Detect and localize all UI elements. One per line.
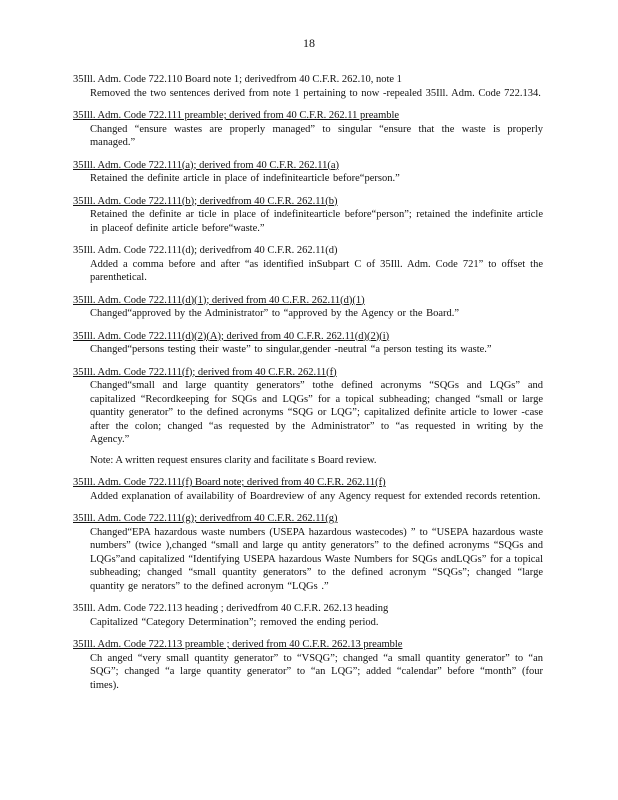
entry-heading: 35Ill. Adm. Code 722.113 heading ; derivedfrom 40 C.F.R. 262.13 heading	[73, 603, 389, 614]
entry-heading: 35Ill. Adm. Code 722.111(d)(2)(A); derived from 40 C.F.R. 262.11(d)(2)(i)	[73, 330, 390, 342]
entry-heading: 35Ill. Adm. Code 722.111(d); derivedfrom 40 C.F.R. 262.11(d)	[73, 245, 338, 256]
source-entry	[73, 512, 543, 593]
entry-heading: 35Ill. Adm. Code 722.111(f) Board note; derived from 40 C.F.R. 262.11(f)	[73, 477, 386, 488]
source-entry	[73, 73, 543, 100]
entry-description: Changed“persons testing their waste” to singular,gender -neutral “a person testing its waste.”	[90, 344, 492, 355]
source-entry	[73, 294, 543, 321]
entry-description: Capitalized “Category Determination”; removed the ending period.	[90, 616, 379, 628]
source-entry	[73, 109, 543, 150]
source-entry	[73, 476, 543, 503]
entry-heading: 35Ill. Adm. Code 722.111(a); derived from 40 C.F.R. 262.11(a)	[73, 159, 339, 171]
source-entry	[73, 366, 543, 468]
entry-description: Added explanation of availability of Boardreview of any Agency request for extended records retention.	[90, 490, 541, 502]
source-entry	[73, 638, 543, 692]
entry-description: Changed “ensure wastes are properly managed” to singular “ensure that the waste is properly managed.”	[90, 123, 543, 148]
entry-description: Retained the definite ar ticle in place of indefinitearticle before“person”; retained the indefinite article in placeof definite article before“waste.”	[90, 209, 543, 234]
entry-description: Added a comma before and after “as identified inSubpart C of 35Ill. Adm. Code 721” to offset the parenthetical.	[90, 258, 543, 283]
entry-description: Retained the definite article in place of indefinitearticle before“person.”	[90, 173, 400, 184]
entry-heading: 35Ill. Adm. Code 722.111(f); derived from 40 C.F.R. 262.11(f)	[73, 366, 337, 378]
entry-heading: 35Ill. Adm. Code 722.111(d)(1); derived from 40 C.F.R. 262.11(d)(1)	[73, 294, 365, 306]
source-entry	[73, 244, 543, 285]
entry-list	[73, 73, 543, 701]
entry-description: Changed“approved by the Administrator” to “approved by the Agency or the Board.”	[90, 308, 460, 319]
source-entry	[73, 330, 543, 357]
entry-heading: 35Ill. Adm. Code 722.111(b); derivedfrom 40 C.F.R. 262.11(b)	[73, 195, 338, 207]
entry-note: Note: A written request ensures clarity and facilitate s Board review.	[90, 454, 377, 466]
entry-description: Changed“EPA hazardous waste numbers (USEPA hazardous wastecodes) ” to “USEPA hazardous waste numbers” (twice ),changed “small and large qu antity generators” to the defined acronyms “SQGs and LQGs”and capitalized “Identifying USEPA hazardous Waste Numbers for SQGs andLQGs” for a topical subheading; changed “small quantity generators” to the defined acronym “SQGs”; changed “large quantity ge nerators” to the defined acronym “LQGs .”	[90, 526, 543, 592]
source-entry	[73, 195, 543, 236]
page-number: 18	[303, 36, 315, 50]
entry-heading: 35Ill. Adm. Code 722.110 Board note 1; derivedfrom 40 C.F.R. 262.10, note 1	[73, 74, 402, 85]
source-entry	[73, 602, 543, 629]
entry-description: Removed the two sentences derived from note 1 pertaining to now -repealed 35Ill. Adm. Code 722.134.	[90, 87, 541, 99]
entry-description: Changed“small and large quantity generators” tothe defined acronyms “SQGs and LQGs” and capitalized “Recordkeeping for SQGs and LQGs” for a topical subheading; changed “small or large quantity generator” to the defined acronyms “SQG or LQG”; capitalized definite article to lower -case after the colon; changed “as requested by the Administrator” to “as requested in writing by the Agency.”	[90, 380, 543, 445]
entry-heading: 35Ill. Adm. Code 722.111 preamble; derived from 40 C.F.R. 262.11 preamble	[73, 110, 400, 121]
entry-description: Ch anged “very small quantity generator” to “VSQG”; changed “a small quantity generator” to “an SQG”; changed “a large quantity generator” to “an LQG”; added “calendar” before “month” (four times).	[90, 652, 543, 691]
entry-heading: 35Ill. Adm. Code 722.111(g); derivedfrom 40 C.F.R. 262.11(g)	[73, 513, 338, 524]
source-entry	[73, 159, 543, 186]
entry-heading: 35Ill. Adm. Code 722.113 preamble ; derived from 40 C.F.R. 262.13 preamble	[73, 639, 403, 650]
